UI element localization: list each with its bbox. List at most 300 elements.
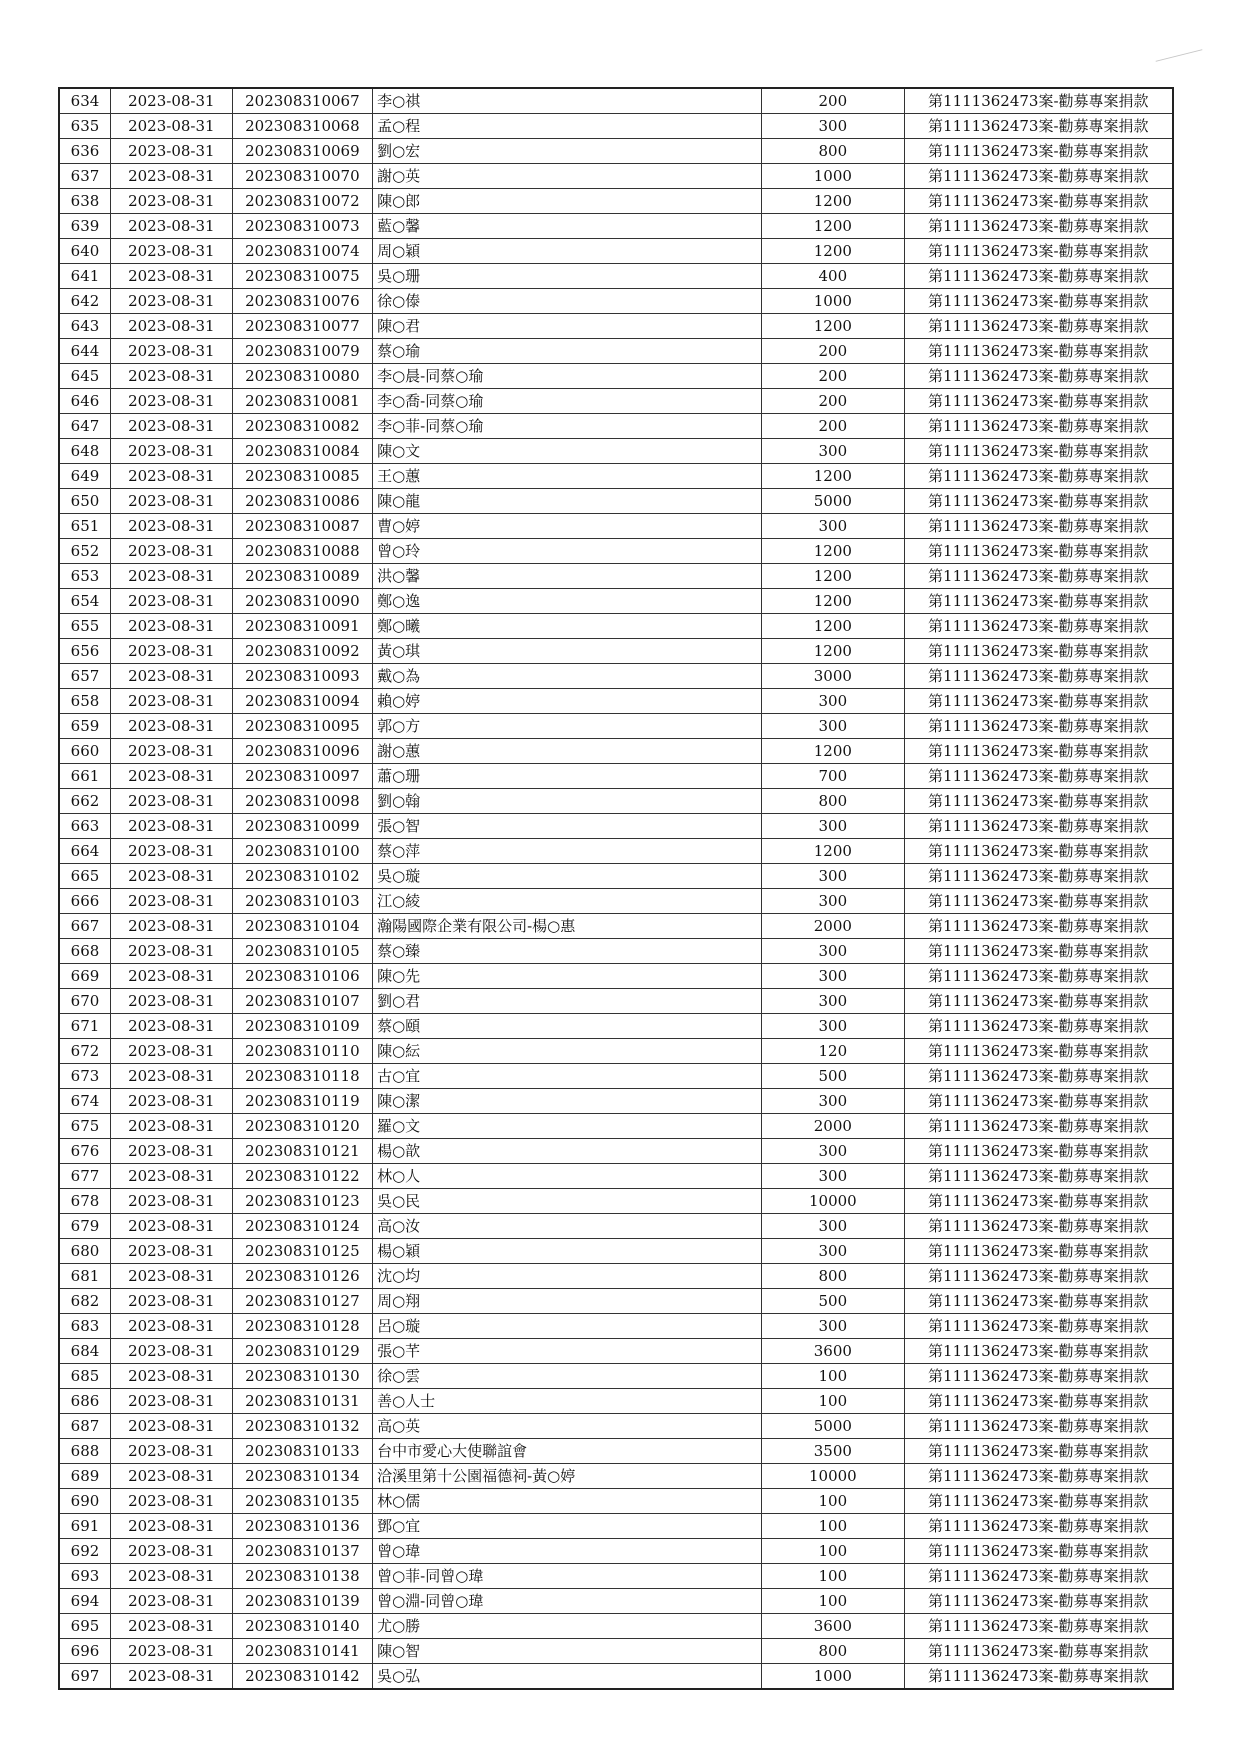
donation-amount: 300 (762, 1164, 905, 1189)
donor-name: 鄭○曦 (373, 614, 762, 639)
donation-date: 2023-08-31 (110, 1439, 232, 1464)
receipt-number: 202308310106 (232, 964, 372, 989)
donation-note: 第1111362473案-勸募專案捐款 (904, 1414, 1173, 1439)
donation-note: 第1111362473案-勸募專案捐款 (904, 1539, 1173, 1564)
table-row (59, 88, 1173, 114)
row-number: 686 (59, 1389, 110, 1414)
donation-note: 第1111362473案-勸募專案捐款 (904, 839, 1173, 864)
donation-date: 2023-08-31 (110, 389, 232, 414)
donation-amount: 1200 (762, 639, 905, 664)
row-number: 647 (59, 414, 110, 439)
donation-date: 2023-08-31 (110, 1414, 232, 1439)
donation-amount: 300 (762, 889, 905, 914)
donor-name: 洪○馨 (373, 564, 762, 589)
donation-amount: 800 (762, 1639, 905, 1664)
donor-name: 張○智 (373, 814, 762, 839)
donor-name: 高○汝 (373, 1214, 762, 1239)
row-number: 684 (59, 1339, 110, 1364)
row-number: 652 (59, 539, 110, 564)
donation-amount: 300 (762, 1239, 905, 1264)
receipt-number: 202308310131 (232, 1389, 372, 1414)
donation-amount: 3600 (762, 1339, 905, 1364)
row-number: 642 (59, 289, 110, 314)
receipt-number: 202308310132 (232, 1414, 372, 1439)
row-number: 674 (59, 1089, 110, 1114)
donation-amount: 500 (762, 1064, 905, 1089)
table-row (59, 164, 1173, 189)
donor-name: 蔡○頤 (373, 1014, 762, 1039)
table-row (59, 1014, 1173, 1039)
table-row (59, 1364, 1173, 1389)
donation-note: 第1111362473案-勸募專案捐款 (904, 989, 1173, 1014)
donation-date: 2023-08-31 (110, 239, 232, 264)
donor-name: 藍○馨 (373, 214, 762, 239)
donor-name: 陳○龍 (373, 489, 762, 514)
donation-note: 第1111362473案-勸募專案捐款 (904, 1289, 1173, 1314)
table-row (59, 1489, 1173, 1514)
donation-amount: 300 (762, 1089, 905, 1114)
row-number: 663 (59, 814, 110, 839)
row-number: 635 (59, 114, 110, 139)
receipt-number: 202308310096 (232, 739, 372, 764)
receipt-number: 202308310127 (232, 1289, 372, 1314)
donation-note: 第1111362473案-勸募專案捐款 (904, 1014, 1173, 1039)
donor-name: 高○英 (373, 1414, 762, 1439)
receipt-number: 202308310107 (232, 989, 372, 1014)
donation-date: 2023-08-31 (110, 88, 232, 114)
row-number: 667 (59, 914, 110, 939)
donation-amount: 1200 (762, 839, 905, 864)
donation-amount: 2000 (762, 1114, 905, 1139)
donor-name: 周○穎 (373, 239, 762, 264)
receipt-number: 202308310133 (232, 1439, 372, 1464)
row-number: 645 (59, 364, 110, 389)
donation-date: 2023-08-31 (110, 1064, 232, 1089)
row-number: 650 (59, 489, 110, 514)
donation-note: 第1111362473案-勸募專案捐款 (904, 864, 1173, 889)
donor-name: 瀚陽國際企業有限公司-楊○惠 (373, 914, 762, 939)
donation-note: 第1111362473案-勸募專案捐款 (904, 1389, 1173, 1414)
table-row (59, 1289, 1173, 1314)
receipt-number: 202308310084 (232, 439, 372, 464)
table-row (59, 1664, 1173, 1690)
row-number: 696 (59, 1639, 110, 1664)
table-row (59, 714, 1173, 739)
donation-note: 第1111362473案-勸募專案捐款 (904, 1664, 1173, 1690)
donation-note: 第1111362473案-勸募專案捐款 (904, 114, 1173, 139)
donation-note: 第1111362473案-勸募專案捐款 (904, 1089, 1173, 1114)
row-number: 675 (59, 1114, 110, 1139)
donor-name: 楊○歆 (373, 1139, 762, 1164)
donation-amount: 3500 (762, 1439, 905, 1464)
donor-name: 曾○菲-同曾○瑋 (373, 1564, 762, 1589)
donation-amount: 100 (762, 1539, 905, 1564)
table-row (59, 464, 1173, 489)
donation-amount: 800 (762, 789, 905, 814)
receipt-number: 202308310093 (232, 664, 372, 689)
table-row (59, 1414, 1173, 1439)
table-row (59, 914, 1173, 939)
donation-amount: 200 (762, 414, 905, 439)
donation-date: 2023-08-31 (110, 1364, 232, 1389)
donation-date: 2023-08-31 (110, 989, 232, 1014)
donation-note: 第1111362473案-勸募專案捐款 (904, 664, 1173, 689)
donor-name: 吳○弘 (373, 1664, 762, 1690)
donation-note: 第1111362473案-勸募專案捐款 (904, 88, 1173, 114)
donation-date: 2023-08-31 (110, 914, 232, 939)
table-row (59, 614, 1173, 639)
donor-name: 陳○潔 (373, 1089, 762, 1114)
donor-name: 王○蕙 (373, 464, 762, 489)
row-number: 690 (59, 1489, 110, 1514)
receipt-number: 202308310137 (232, 1539, 372, 1564)
row-number: 685 (59, 1364, 110, 1389)
row-number: 644 (59, 339, 110, 364)
donation-date: 2023-08-31 (110, 1614, 232, 1639)
donation-note: 第1111362473案-勸募專案捐款 (904, 739, 1173, 764)
donation-date: 2023-08-31 (110, 1564, 232, 1589)
receipt-number: 202308310077 (232, 314, 372, 339)
donor-name: 洽溪里第十公園福德祠-黃○婷 (373, 1464, 762, 1489)
table-row (59, 1564, 1173, 1589)
receipt-number: 202308310140 (232, 1614, 372, 1639)
table-row (59, 439, 1173, 464)
donor-name: 李○祺 (373, 88, 762, 114)
row-number: 692 (59, 1539, 110, 1564)
donation-note: 第1111362473案-勸募專案捐款 (904, 1489, 1173, 1514)
table-row (59, 1589, 1173, 1614)
donor-name: 羅○文 (373, 1114, 762, 1139)
donor-name: 陳○先 (373, 964, 762, 989)
receipt-number: 202308310080 (232, 364, 372, 389)
table-row (59, 264, 1173, 289)
donation-note: 第1111362473案-勸募專案捐款 (904, 564, 1173, 589)
receipt-number: 202308310074 (232, 239, 372, 264)
row-number: 668 (59, 939, 110, 964)
donation-date: 2023-08-31 (110, 889, 232, 914)
table-row (59, 839, 1173, 864)
receipt-number: 202308310079 (232, 339, 372, 364)
donation-amount: 1200 (762, 189, 905, 214)
table-row (59, 864, 1173, 889)
donation-note: 第1111362473案-勸募專案捐款 (904, 439, 1173, 464)
donor-name: 曾○玲 (373, 539, 762, 564)
table-row (59, 214, 1173, 239)
receipt-number: 202308310104 (232, 914, 372, 939)
receipt-number: 202308310087 (232, 514, 372, 539)
donor-name: 賴○婷 (373, 689, 762, 714)
row-number: 666 (59, 889, 110, 914)
donation-amount: 10000 (762, 1189, 905, 1214)
donation-amount: 1200 (762, 564, 905, 589)
donation-date: 2023-08-31 (110, 739, 232, 764)
row-number: 648 (59, 439, 110, 464)
donation-date: 2023-08-31 (110, 1189, 232, 1214)
donation-date: 2023-08-31 (110, 1514, 232, 1539)
donation-date: 2023-08-31 (110, 414, 232, 439)
donor-name: 善○人士 (373, 1389, 762, 1414)
donation-amount: 1200 (762, 214, 905, 239)
donor-name: 劉○宏 (373, 139, 762, 164)
donation-note: 第1111362473案-勸募專案捐款 (904, 939, 1173, 964)
donation-date: 2023-08-31 (110, 664, 232, 689)
table-row (59, 739, 1173, 764)
donation-note: 第1111362473案-勸募專案捐款 (904, 364, 1173, 389)
donation-note: 第1111362473案-勸募專案捐款 (904, 339, 1173, 364)
row-number: 660 (59, 739, 110, 764)
donor-name: 曹○婷 (373, 514, 762, 539)
donation-amount: 1200 (762, 614, 905, 639)
donation-date: 2023-08-31 (110, 189, 232, 214)
donation-date: 2023-08-31 (110, 939, 232, 964)
receipt-number: 202308310098 (232, 789, 372, 814)
donation-amount: 200 (762, 389, 905, 414)
table-row (59, 1539, 1173, 1564)
donation-note: 第1111362473案-勸募專案捐款 (904, 889, 1173, 914)
donation-amount: 300 (762, 989, 905, 1014)
donation-date: 2023-08-31 (110, 1639, 232, 1664)
donation-date: 2023-08-31 (110, 614, 232, 639)
donation-note: 第1111362473案-勸募專案捐款 (904, 1064, 1173, 1089)
donation-date: 2023-08-31 (110, 289, 232, 314)
receipt-number: 202308310082 (232, 414, 372, 439)
donation-note: 第1111362473案-勸募專案捐款 (904, 714, 1173, 739)
donation-amount: 200 (762, 88, 905, 114)
donor-name: 張○芊 (373, 1339, 762, 1364)
table-row (59, 189, 1173, 214)
receipt-number: 202308310105 (232, 939, 372, 964)
table-row (59, 239, 1173, 264)
donor-name: 劉○君 (373, 989, 762, 1014)
donation-note: 第1111362473案-勸募專案捐款 (904, 514, 1173, 539)
table-row (59, 1339, 1173, 1364)
donation-note: 第1111362473案-勸募專案捐款 (904, 489, 1173, 514)
donor-name: 黃○琪 (373, 639, 762, 664)
donor-name: 謝○英 (373, 164, 762, 189)
row-number: 665 (59, 864, 110, 889)
receipt-number: 202308310091 (232, 614, 372, 639)
donation-date: 2023-08-31 (110, 1289, 232, 1314)
receipt-number: 202308310076 (232, 289, 372, 314)
donation-note: 第1111362473案-勸募專案捐款 (904, 1214, 1173, 1239)
donation-amount: 100 (762, 1389, 905, 1414)
donor-name: 李○晨-同蔡○瑜 (373, 364, 762, 389)
donor-name: 尤○勝 (373, 1614, 762, 1639)
donation-date: 2023-08-31 (110, 814, 232, 839)
donor-name: 蔡○臻 (373, 939, 762, 964)
donation-date: 2023-08-31 (110, 1164, 232, 1189)
table-row (59, 1464, 1173, 1489)
receipt-number: 202308310085 (232, 464, 372, 489)
receipt-number: 202308310128 (232, 1314, 372, 1339)
row-number: 680 (59, 1239, 110, 1264)
row-number: 683 (59, 1314, 110, 1339)
receipt-number: 202308310109 (232, 1014, 372, 1039)
donation-date: 2023-08-31 (110, 264, 232, 289)
receipt-number: 202308310097 (232, 764, 372, 789)
donation-note: 第1111362473案-勸募專案捐款 (904, 814, 1173, 839)
donation-amount: 300 (762, 864, 905, 889)
donation-note: 第1111362473案-勸募專案捐款 (904, 1439, 1173, 1464)
donation-note: 第1111362473案-勸募專案捐款 (904, 1639, 1173, 1664)
row-number: 637 (59, 164, 110, 189)
table-row (59, 114, 1173, 139)
row-number: 640 (59, 239, 110, 264)
donation-note: 第1111362473案-勸募專案捐款 (904, 189, 1173, 214)
receipt-number: 202308310125 (232, 1239, 372, 1264)
receipt-number: 202308310120 (232, 1114, 372, 1139)
row-number: 641 (59, 264, 110, 289)
row-number: 693 (59, 1564, 110, 1589)
row-number: 679 (59, 1214, 110, 1239)
donation-amount: 300 (762, 714, 905, 739)
receipt-number: 202308310095 (232, 714, 372, 739)
table-row (59, 364, 1173, 389)
receipt-number: 202308310129 (232, 1339, 372, 1364)
donation-amount: 1200 (762, 589, 905, 614)
donation-amount: 100 (762, 1514, 905, 1539)
receipt-number: 202308310086 (232, 489, 372, 514)
donation-note: 第1111362473案-勸募專案捐款 (904, 1339, 1173, 1364)
row-number: 689 (59, 1464, 110, 1489)
donation-note: 第1111362473案-勸募專案捐款 (904, 1239, 1173, 1264)
donation-amount: 3000 (762, 664, 905, 689)
row-number: 687 (59, 1414, 110, 1439)
table-row (59, 1114, 1173, 1139)
donor-name: 陳○郎 (373, 189, 762, 214)
donor-name: 鄧○宜 (373, 1514, 762, 1539)
scan-artifact (1156, 49, 1203, 62)
table-row (59, 1314, 1173, 1339)
donation-amount: 1000 (762, 164, 905, 189)
donor-name: 陳○智 (373, 1639, 762, 1664)
receipt-number: 202308310081 (232, 389, 372, 414)
donation-note: 第1111362473案-勸募專案捐款 (904, 1114, 1173, 1139)
receipt-number: 202308310130 (232, 1364, 372, 1389)
row-number: 669 (59, 964, 110, 989)
row-number: 670 (59, 989, 110, 1014)
table-row (59, 389, 1173, 414)
table-row (59, 664, 1173, 689)
row-number: 658 (59, 689, 110, 714)
row-number: 657 (59, 664, 110, 689)
donation-note: 第1111362473案-勸募專案捐款 (904, 1514, 1173, 1539)
donation-amount: 400 (762, 264, 905, 289)
row-number: 634 (59, 88, 110, 114)
donation-date: 2023-08-31 (110, 1664, 232, 1690)
row-number: 677 (59, 1164, 110, 1189)
donation-amount: 1000 (762, 289, 905, 314)
receipt-number: 202308310118 (232, 1064, 372, 1089)
table-row (59, 1189, 1173, 1214)
donor-name: 鄭○逸 (373, 589, 762, 614)
table-row (59, 989, 1173, 1014)
donation-note: 第1111362473案-勸募專案捐款 (904, 289, 1173, 314)
table-row (59, 514, 1173, 539)
row-number: 661 (59, 764, 110, 789)
donation-amount: 300 (762, 114, 905, 139)
donor-name: 曾○瑋 (373, 1539, 762, 1564)
row-number: 671 (59, 1014, 110, 1039)
donation-date: 2023-08-31 (110, 1114, 232, 1139)
donation-note: 第1111362473案-勸募專案捐款 (904, 1189, 1173, 1214)
donation-note: 第1111362473案-勸募專案捐款 (904, 1164, 1173, 1189)
donation-amount: 500 (762, 1289, 905, 1314)
donation-note: 第1111362473案-勸募專案捐款 (904, 1614, 1173, 1639)
donation-note: 第1111362473案-勸募專案捐款 (904, 464, 1173, 489)
donation-date: 2023-08-31 (110, 864, 232, 889)
table-row (59, 1439, 1173, 1464)
donation-date: 2023-08-31 (110, 1214, 232, 1239)
row-number: 681 (59, 1264, 110, 1289)
donation-amount: 10000 (762, 1464, 905, 1489)
donor-name: 陳○文 (373, 439, 762, 464)
donation-date: 2023-08-31 (110, 489, 232, 514)
donation-note: 第1111362473案-勸募專案捐款 (904, 589, 1173, 614)
receipt-number: 202308310103 (232, 889, 372, 914)
table-row (59, 289, 1173, 314)
receipt-number: 202308310135 (232, 1489, 372, 1514)
donation-note: 第1111362473案-勸募專案捐款 (904, 139, 1173, 164)
donation-date: 2023-08-31 (110, 1389, 232, 1414)
donation-note: 第1111362473案-勸募專案捐款 (904, 414, 1173, 439)
donation-note: 第1111362473案-勸募專案捐款 (904, 389, 1173, 414)
donation-amount: 800 (762, 139, 905, 164)
donation-note: 第1111362473案-勸募專案捐款 (904, 1314, 1173, 1339)
table-row (59, 964, 1173, 989)
donation-date: 2023-08-31 (110, 1314, 232, 1339)
donation-note: 第1111362473案-勸募專案捐款 (904, 614, 1173, 639)
row-number: 664 (59, 839, 110, 864)
receipt-number: 202308310068 (232, 114, 372, 139)
row-number: 654 (59, 589, 110, 614)
donation-amount: 1200 (762, 739, 905, 764)
donation-amount: 300 (762, 939, 905, 964)
donation-note: 第1111362473案-勸募專案捐款 (904, 214, 1173, 239)
receipt-number: 202308310100 (232, 839, 372, 864)
donation-date: 2023-08-31 (110, 339, 232, 364)
donation-note: 第1111362473案-勸募專案捐款 (904, 639, 1173, 664)
donation-date: 2023-08-31 (110, 764, 232, 789)
receipt-number: 202308310075 (232, 264, 372, 289)
donation-date: 2023-08-31 (110, 1014, 232, 1039)
donation-amount: 200 (762, 339, 905, 364)
row-number: 636 (59, 139, 110, 164)
donor-name: 孟○程 (373, 114, 762, 139)
row-number: 682 (59, 1289, 110, 1314)
table-row (59, 139, 1173, 164)
donation-date: 2023-08-31 (110, 1339, 232, 1364)
row-number: 655 (59, 614, 110, 639)
table-row (59, 789, 1173, 814)
donor-name: 陳○君 (373, 314, 762, 339)
row-number: 688 (59, 1439, 110, 1464)
row-number: 694 (59, 1589, 110, 1614)
donation-date: 2023-08-31 (110, 364, 232, 389)
donation-date: 2023-08-31 (110, 1589, 232, 1614)
table-row (59, 339, 1173, 364)
donor-name: 呂○璇 (373, 1314, 762, 1339)
donation-date: 2023-08-31 (110, 714, 232, 739)
table-row (59, 1389, 1173, 1414)
donor-name: 謝○蕙 (373, 739, 762, 764)
table-row (59, 939, 1173, 964)
donation-amount: 100 (762, 1489, 905, 1514)
donation-date: 2023-08-31 (110, 464, 232, 489)
table-row (59, 1089, 1173, 1114)
receipt-number: 202308310069 (232, 139, 372, 164)
donation-amount: 300 (762, 1014, 905, 1039)
